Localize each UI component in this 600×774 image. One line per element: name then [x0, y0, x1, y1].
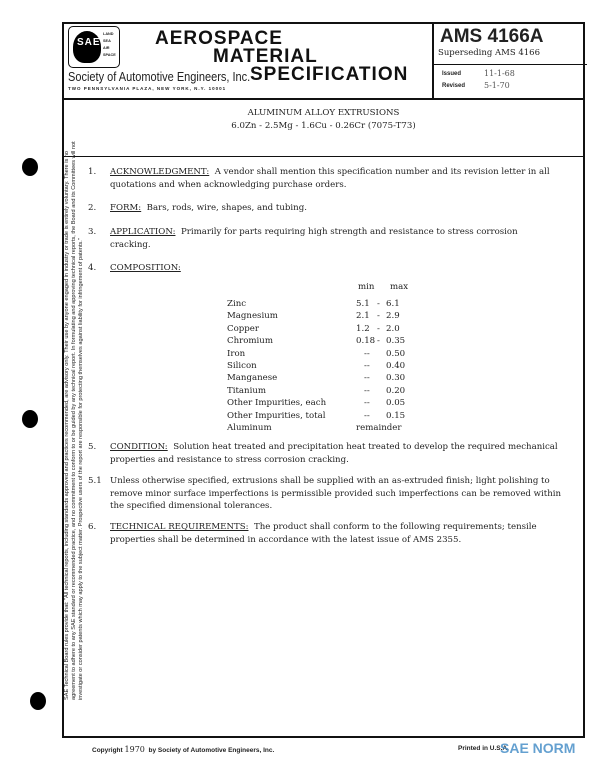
composition-max: 0.35 — [386, 336, 406, 347]
issued-date: 11-1-68 — [484, 69, 515, 78]
punch-hole — [22, 158, 38, 176]
organization-name: Society of Automotive Engineers, Inc. — [68, 70, 251, 84]
section-2: 2. FORM: Bars, rods, wire, shapes, and tubing. — [88, 203, 307, 213]
title-specification: SPECIFICATION — [250, 64, 409, 85]
composition-element: Manganese — [227, 373, 278, 384]
col-max-header: max — [390, 282, 409, 292]
composition-element: Iron — [227, 348, 246, 359]
composition-max: 0.30 — [386, 373, 406, 384]
spec-info-box — [432, 22, 587, 98]
revised-label: Revised — [442, 83, 466, 89]
title-aerospace: AEROSPACE — [155, 28, 283, 49]
composition-separator: - — [377, 336, 380, 347]
composition-max: 0.20 — [386, 385, 406, 396]
composition-max: 0.05 — [386, 398, 406, 409]
composition-element: Other Impurities, total — [227, 410, 326, 421]
punch-hole — [22, 410, 38, 428]
section-4: 4. COMPOSITION: — [88, 263, 181, 273]
divider — [62, 156, 585, 157]
composition-element: Silicon — [227, 361, 257, 371]
composition-max: 2.9 — [386, 311, 400, 322]
copyright: Copyright 1970 by Society of Automotive Engineers, Inc. — [92, 745, 275, 754]
composition-separator: - — [377, 299, 380, 309]
composition-min: -- — [364, 410, 370, 421]
composition-min: -- — [364, 398, 370, 409]
doc-subtitle: 6.0Zn - 2.5Mg - 1.6Cu - 0.26Cr (7075-T73) — [231, 121, 416, 131]
spec-number: AMS 4166A — [440, 26, 544, 47]
composition-min: -- — [364, 373, 370, 384]
composition-element: Chromium — [227, 336, 273, 347]
composition-element: Copper — [227, 323, 259, 334]
composition-element: Other Impurities, each — [227, 398, 327, 409]
section-1: 1. ACKNOWLEDGMENT: A vendor shall mention this specification number and its revision letter in all quotations and when acknowledging purchase orders. — [88, 167, 550, 190]
title-material: MATERIAL — [213, 46, 318, 67]
composition-element: Zinc — [227, 299, 247, 309]
composition-min: 0.18 — [356, 336, 376, 347]
composition-min: 1.2 — [356, 323, 370, 334]
doc-title: ALUMINUM ALLOY EXTRUSIONS — [247, 108, 400, 118]
revised-date: 5-1-70 — [484, 81, 510, 90]
composition-min: -- — [364, 348, 370, 359]
composition-element: Magnesium — [227, 311, 278, 322]
composition-min: 2.1 — [356, 311, 370, 322]
composition-max: 2.0 — [386, 323, 400, 334]
superseding: Superseding AMS 4166 — [438, 48, 540, 58]
issued-label: Issued — [442, 71, 462, 77]
printed-in: Printed in U.S.A. — [458, 745, 509, 752]
composition-max: 0.40 — [386, 361, 406, 371]
sae-logo: SAE LAND SEA AIR SPACE — [68, 26, 120, 68]
section-5: 5. CONDITION: Solution heat treated and precipitation heat treated to develop the required mechanical properties and resistance to stress corrosion cracking. — [88, 442, 558, 465]
composition-element: Aluminum — [227, 423, 272, 433]
section-6: 6. TECHNICAL REQUIREMENTS: The product shall conform to the following requirements; tensile properties shall be determined in accordance with the latest issue of AMS 2355. — [88, 522, 537, 545]
col-min-header: min — [358, 282, 375, 292]
composition-separator: - — [377, 311, 380, 322]
composition-max: 0.50 — [386, 348, 406, 359]
punch-hole — [30, 692, 46, 710]
watermark-logo: SAE NORM — [500, 740, 576, 756]
composition-separator: - — [377, 323, 380, 334]
composition-min: 5.1 — [356, 299, 370, 309]
composition-max: 6.1 — [386, 299, 400, 309]
section-5-1: 5.1 Unless otherwise specified, extrusions shall be supplied with an as-extruded finish; light polishing to remove minor surface imperfections is permissible provided such imperfections can be removed within the specified dimensional tolerances. — [88, 476, 562, 511]
composition-min: -- — [364, 361, 370, 371]
composition-element: Titanium — [227, 385, 267, 396]
composition-max: 0.15 — [386, 410, 406, 421]
section-3: 3. APPLICATION: Primarily for parts requiring high strength and resistance to stress corrosion cracking. — [88, 227, 518, 250]
composition-min: -- — [364, 385, 370, 396]
composition-min: remainder — [356, 423, 402, 433]
organization-address: TWO PENNSYLVANIA PLAZA, NEW YORK, N.Y. 10001 — [68, 86, 227, 91]
sae-disclaimer: SAE Technical Board rules provide that: "All technical reports, including standards approved and practices recommended, are advisory only. Their use by anyone engaged in industry or trade is entirely voluntary. There is no agreement to adhere to any SAE standard or recommended practice, and no commitment to conform to or be guided by any technical report. In formulating and approving technical reports, the Board and its Committees will not investigate or consider patents which may apply to the subject matter. Prospective users of the report are responsible for protecting themselves against liability for infringement of patents." — [64, 141, 84, 700]
